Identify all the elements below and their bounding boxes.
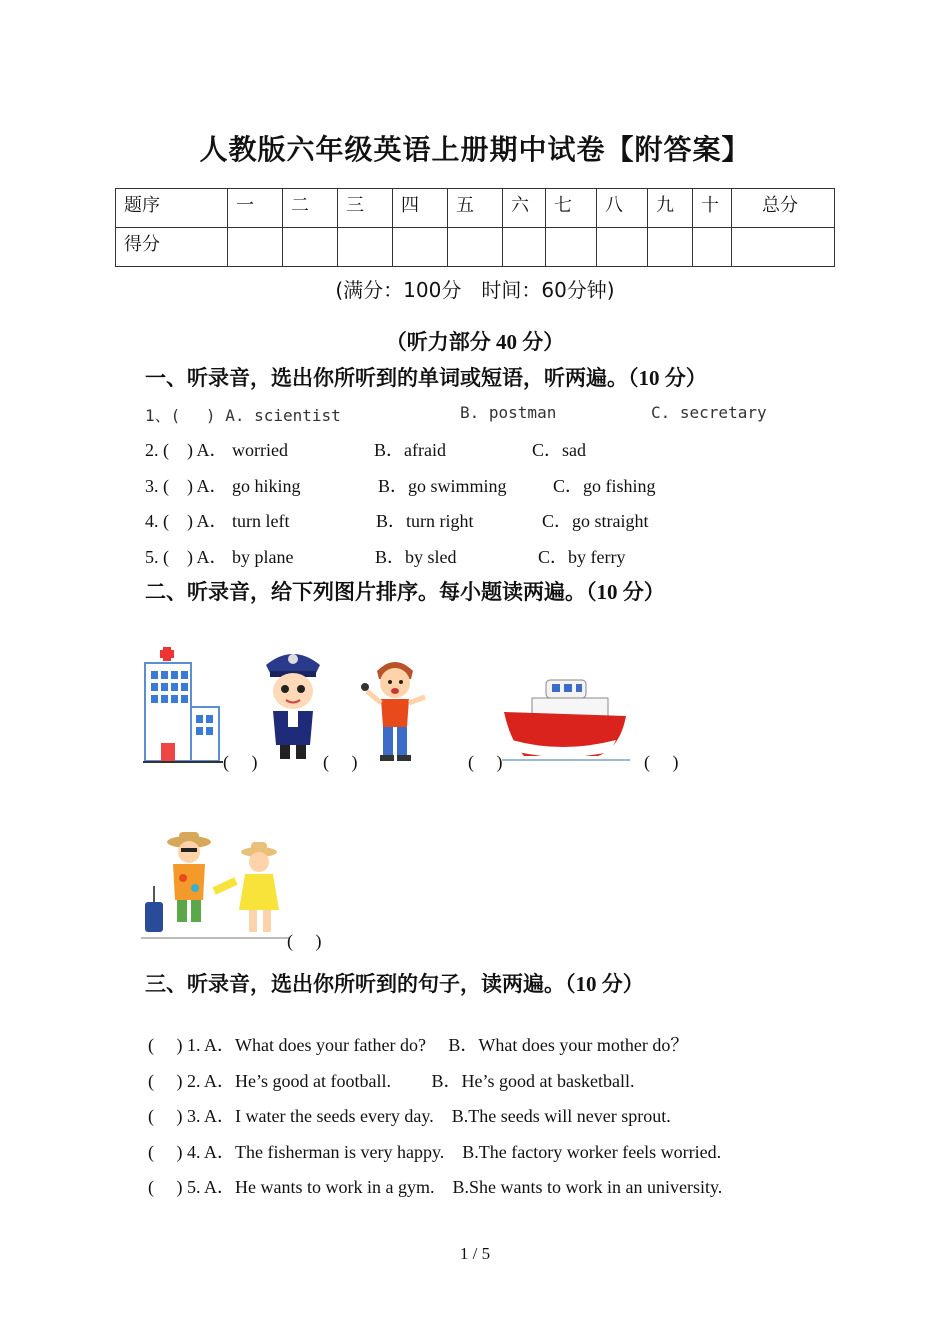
answer-blank[interactable]: ( ) (287, 931, 322, 951)
answer-blank[interactable]: ( ) (323, 752, 358, 772)
score-input[interactable] (228, 228, 283, 267)
option-a: by plane (232, 547, 294, 567)
option-a: go hiking (232, 476, 301, 496)
answer-blank[interactable]: ( ) (468, 752, 503, 772)
option-b: B．go swimming (378, 476, 507, 496)
option-a: A. scientist (225, 406, 341, 425)
question-3 (145, 472, 301, 498)
score-input[interactable] (283, 228, 338, 267)
option-b: B．by sled (375, 547, 457, 567)
table-cell: 十 (693, 189, 732, 228)
option-b: B. postman (460, 403, 557, 422)
question-number: 2. ( ) A． (145, 440, 228, 460)
question-number: 4. ( ) A． (145, 511, 228, 531)
table-cell: 二 (283, 189, 338, 228)
score-table (115, 188, 835, 267)
option-b: B．afraid (374, 440, 446, 460)
question-number: 5. ( ) A． (145, 547, 228, 567)
travelers-icon (141, 830, 289, 942)
sentence-options: 2. A．He’s good at football. B．He’s good at basketball. (187, 1071, 635, 1091)
answer-blank[interactable]: ( ) (644, 752, 679, 772)
sentence-question-1 (148, 1031, 688, 1057)
option-c: C. secretary (651, 403, 767, 422)
question-number: 3. ( ) A． (145, 476, 228, 496)
table-cell: 总分 (732, 189, 835, 228)
ferry-icon (502, 670, 630, 765)
table-cell: 一 (228, 189, 283, 228)
answer-blank[interactable]: ( ) (148, 1071, 183, 1091)
score-input[interactable] (597, 228, 648, 267)
answer-blank[interactable]: ( ) (148, 1177, 183, 1197)
score-input[interactable] (503, 228, 546, 267)
table-cell: 得分 (116, 228, 228, 267)
sentence-options: 5. A．He wants to work in a gym. B.She wants to work in an university. (187, 1177, 723, 1197)
option-b: B．turn right (376, 511, 474, 531)
option-c: C．by ferry (538, 547, 626, 567)
sentence-options: 1. A．What does your father do? B．What does your mother do？ (187, 1035, 689, 1055)
table-cell: 八 (597, 189, 648, 228)
score-input[interactable] (693, 228, 732, 267)
table-cell: 七 (546, 189, 597, 228)
sentence-options: 4. A．The fisherman is very happy. B.The factory worker feels worried. (187, 1142, 722, 1162)
sentence-question-3 (148, 1102, 671, 1128)
question-number: 1、( ) (145, 406, 216, 425)
question-5 (145, 543, 293, 569)
section3-heading: 三、听录音，选出你所听到的句子，读两遍。（10 分） (145, 972, 644, 996)
option-a: turn left (232, 511, 290, 531)
police-officer-icon (258, 645, 328, 765)
table-row (116, 189, 835, 228)
section1-heading: 一、听录音，选出你所听到的单词或短语，听两遍。（10 分） (145, 366, 707, 390)
question-1 (145, 403, 341, 426)
score-input[interactable] (648, 228, 693, 267)
page-number: 1 / 5 (459, 1244, 491, 1263)
table-cell: 题序 (116, 189, 228, 228)
table-cell: 六 (503, 189, 546, 228)
page-title: 人教版六年级英语上册期中试卷【附答案】 (199, 133, 751, 166)
table-cell: 四 (393, 189, 448, 228)
table-cell: 九 (648, 189, 693, 228)
answer-blank[interactable]: ( ) (223, 752, 258, 772)
answer-blank[interactable]: ( ) (148, 1035, 183, 1055)
sentence-question-2 (148, 1067, 634, 1093)
score-input[interactable] (393, 228, 448, 267)
sentence-question-5 (148, 1173, 722, 1199)
score-input[interactable] (448, 228, 503, 267)
question-2 (145, 436, 288, 462)
sentence-options: 3. A．I water the seeds every day. B.The seeds will never sprout. (187, 1106, 671, 1126)
section2-heading: 二、听录音，给下列图片排序。每小题读两遍。（10 分） (145, 580, 665, 604)
sentence-question-4 (148, 1138, 721, 1164)
answer-blank[interactable]: ( ) (148, 1142, 183, 1162)
score-input[interactable] (338, 228, 393, 267)
exam-meta: (满分：100分 时间：60分钟) (335, 278, 615, 302)
listening-part-label: （听力部分 40 分） (385, 330, 565, 354)
table-cell: 五 (448, 189, 503, 228)
option-c: C．go fishing (553, 476, 656, 496)
score-input[interactable] (546, 228, 597, 267)
option-a: worried (232, 440, 288, 460)
table-row (116, 228, 835, 267)
answer-blank[interactable]: ( ) (148, 1106, 183, 1126)
singing-boy-icon (355, 655, 430, 765)
hospital-icon (143, 645, 223, 765)
option-c: C．sad (532, 440, 586, 460)
option-c: C．go straight (542, 511, 649, 531)
score-input[interactable] (732, 228, 835, 267)
question-4 (145, 507, 289, 533)
table-cell: 三 (338, 189, 393, 228)
